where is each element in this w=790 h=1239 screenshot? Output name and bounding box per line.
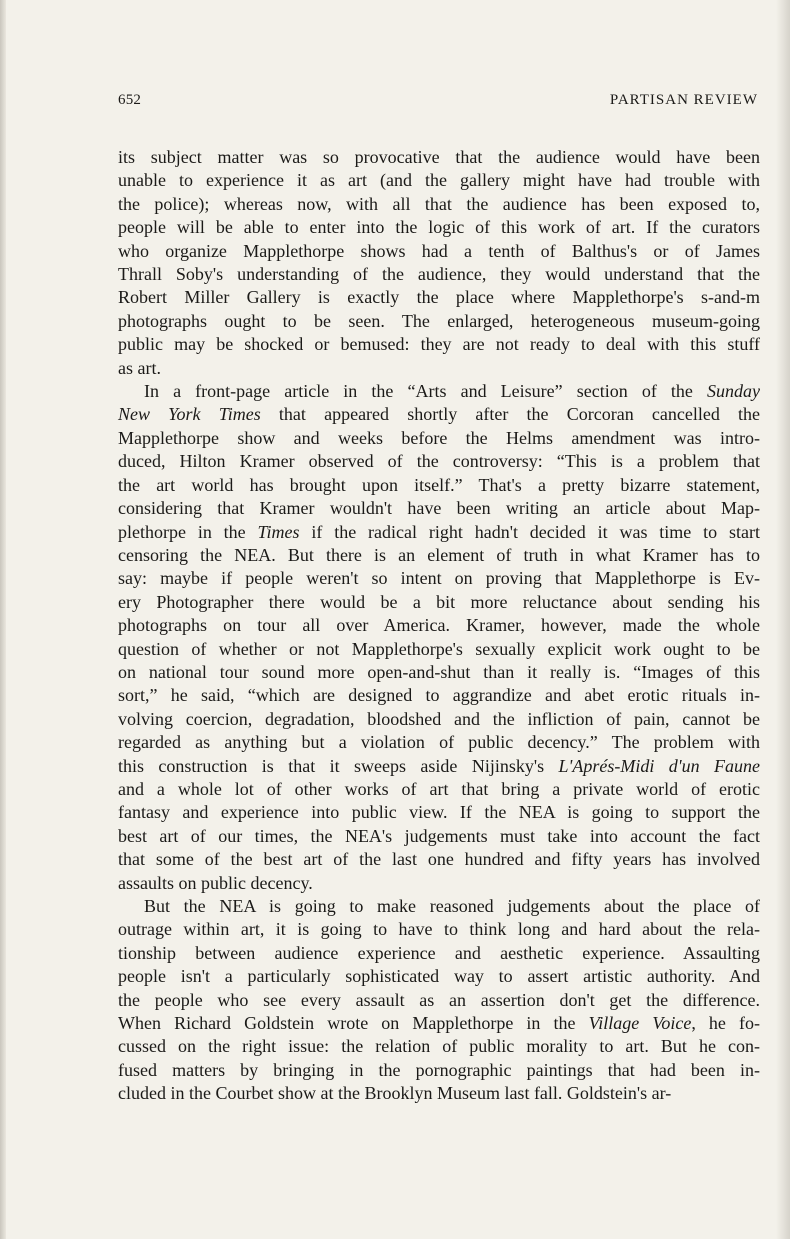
text-line: fantasy and experience into public view. If the NEA is going to support the: [118, 802, 760, 823]
text-line: on national tour sound more open-and-shut than it really is. “Images of this: [118, 661, 760, 682]
text-line: regarded as anything but a violation of public decency.” The problem with: [118, 732, 760, 753]
text-line: [118, 521, 760, 544]
text-line: ery Photographer there would be a bit more reluctance about sending his: [118, 591, 760, 612]
text-line: its subject matter was so provocative that the audience would have been: [118, 147, 760, 167]
italic-title: Times: [257, 521, 300, 542]
text-segment: if the radical right hadn't decided it was time to start: [299, 521, 760, 542]
text-line: who organize Mapplethorpe shows had a tenth of Balthus's or of James: [118, 240, 760, 261]
text-line: photographs on tour all over America. Kramer, however, made the whole: [118, 615, 760, 636]
text-line: photographs ought to be seen. The enlarged, heterogeneous museum-going: [118, 310, 760, 331]
text-line: best art of our times, the NEA's judgements must take into account the fact: [118, 825, 760, 846]
text-segment: When Richard Goldstein wrote on Mapplethorpe in the: [118, 1013, 589, 1034]
text-segment: plethorpe in the: [118, 521, 258, 542]
article-body: [118, 146, 760, 1106]
text-line: volving coercion, degradation, bloodshed and the infliction of pain, cannot be: [118, 708, 760, 729]
text-segment: In a front-page article in the “Arts and Leisure” section of the: [144, 381, 707, 402]
text-line: people isn't a particularly sophisticated way to assert artistic authority. And: [118, 966, 760, 987]
paragraph-1: [118, 146, 760, 380]
text-line: cussed on the right issue: the relation of public morality to art. But he con-: [118, 1036, 760, 1057]
text-line: unable to experience it as art (and the gallery might have had trouble with: [118, 170, 760, 191]
text-line: cluded in the Courbet show at the Brooklyn Museum last fall. Goldstein's ar-: [118, 1083, 672, 1104]
page-right-edge: [776, 0, 790, 1239]
italic-title: Village Voice: [588, 1013, 692, 1034]
journal-title: PARTISAN REVIEW: [609, 92, 758, 108]
text-line: censoring the NEA. But there is an element of truth in what Kramer has to: [118, 544, 760, 565]
text-line: that some of the best art of the last one hundred and fifty years has involved: [118, 849, 760, 870]
text-line: people will be able to enter into the logic of this work of art. If the curators: [118, 217, 760, 238]
text-line: public may be shocked or bemused: they are not ready to deal with this stuff: [118, 334, 760, 355]
text-line: as art.: [118, 357, 161, 378]
italic-title: New York Times: [118, 404, 261, 425]
text-line: But the NEA is going to make reasoned judgements about the place of: [144, 896, 760, 916]
italic-title: Sunday: [707, 381, 760, 402]
text-line: Thrall Soby's understanding of the audience, they would understand that the: [118, 264, 760, 285]
text-line: say: maybe if people weren't so intent on proving that Mapplethorpe is Ev-: [118, 568, 760, 589]
text-line: [118, 403, 760, 426]
text-line: Robert Miller Gallery is exactly the place where Mapplethorpe's s-and-m: [118, 287, 760, 308]
text-line: outrage within art, it is going to have to think long and hard about the rela-: [118, 919, 760, 940]
paragraph-2: [118, 380, 760, 895]
text-line: tionship between audience experience and aesthetic experience. Assaulting: [118, 942, 760, 963]
text-line: and a whole lot of other works of art that bring a private world of erotic: [118, 778, 760, 799]
page-left-edge: [0, 0, 6, 1239]
italic-title: L'Aprés-Midi d'un Faune: [558, 755, 760, 776]
text-line: assaults on public decency.: [118, 872, 313, 893]
text-line: Mapplethorpe show and weeks before the Helms amendment was intro-: [118, 427, 760, 448]
paragraph-3: [118, 895, 760, 1106]
text-segment: , he fo-: [691, 1013, 760, 1034]
running-head: [118, 92, 758, 112]
text-line: [118, 1012, 760, 1035]
text-line: [118, 755, 760, 778]
text-line: duced, Hilton Kramer observed of the controversy: “This is a problem that: [118, 451, 760, 472]
text-line: fused matters by bringing in the pornographic paintings that had been in-: [118, 1059, 760, 1080]
text-segment: that appeared shortly after the Corcoran cancelled the: [260, 404, 760, 425]
text-line: considering that Kramer wouldn't have been writing an article about Map-: [118, 498, 760, 519]
text-line: [118, 380, 760, 403]
page-number: 652: [118, 92, 142, 108]
text-line: the art world has brought upon itself.” That's a pretty bizarre statement,: [118, 474, 760, 495]
text-line: question of whether or not Mapplethorpe's sexually explicit work ought to be: [118, 638, 760, 659]
text-line: the police); whereas now, with all that the audience has been exposed to,: [118, 193, 760, 214]
text-segment: this construction is that it sweeps aside Nijinsky's: [118, 755, 559, 776]
text-line: sort,” he said, “which are designed to aggrandize and abet erotic rituals in-: [118, 685, 760, 706]
text-line: the people who see every assault as an assertion don't get the difference.: [118, 989, 760, 1010]
